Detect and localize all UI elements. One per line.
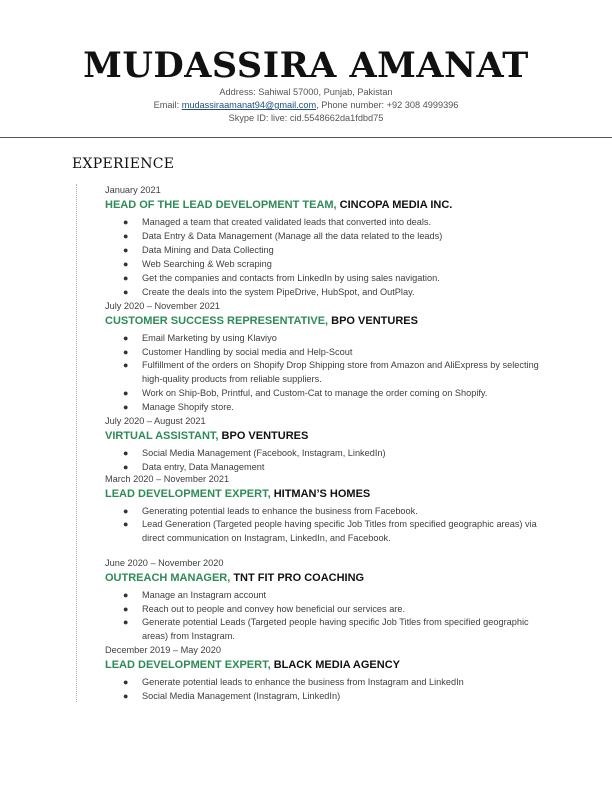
bullet-icon: ● [123, 604, 129, 614]
duty-list [105, 588, 545, 643]
duty-item: ● Managed a team that created validated leads that converted into deals. [123, 217, 432, 227]
bullet-icon: ● [123, 273, 129, 283]
job-company: CINCOPA MEDIA INC. [336, 199, 453, 211]
duty-list [105, 331, 545, 414]
job-entry [105, 557, 545, 643]
job-role: OUTREACH MANAGER, [105, 572, 231, 584]
job-date: June 2020 – November 2020 [105, 558, 224, 568]
duty-item: ● Lead Generation (Targeted people having specific Job Titles from specified geographic areas) via direct communication on Instagram, LinkedIn, and Facebook. [123, 519, 537, 543]
job-title [105, 429, 545, 444]
job-title [105, 487, 545, 502]
job-date: March 2020 – November 2021 [105, 474, 230, 484]
address-line: Address: Sahiwal 57000, Punjab, Pakistan [219, 87, 393, 97]
job-role: HEAD OF THE LEAD DEVELOPMENT TEAM, [105, 199, 337, 211]
timeline-line [76, 184, 77, 702]
duty-item: ● Fulfillment of the orders on Shopify Drop Shipping store from Amazon and AliExpress by selecting high-quality products from reliable suppliers. [123, 360, 539, 384]
duty-item: ● Data entry, Data Management [123, 462, 265, 472]
duty-item: ● Customer Handling by social media and Help-Scout [123, 347, 353, 357]
duty-list [105, 446, 545, 474]
bullet-icon: ● [123, 677, 129, 687]
duty-item: ● Social Media Management (Instagram, LinkedIn) [123, 691, 341, 701]
job-title [105, 314, 545, 329]
header-divider [0, 137, 612, 138]
candidate-name: MUDASSIRA AMANAT [83, 45, 529, 86]
bullet-icon: ● [123, 287, 129, 297]
job-company: HITMAN’S HOMES [270, 488, 371, 500]
duty-list [105, 675, 545, 703]
duty-item: ● Social Media Management (Facebook, Instagram, LinkedIn) [123, 448, 386, 458]
job-entry [105, 300, 545, 414]
duty-item: ● Data Entry & Data Management (Manage all the data related to the leads) [123, 231, 443, 241]
duty-item: ● Get the companies and contacts from LinkedIn by using sales navigation. [123, 273, 440, 283]
resume-header [0, 46, 612, 125]
job-role: LEAD DEVELOPMENT EXPERT, [105, 488, 271, 500]
job-company: BLACK MEDIA AGENCY [270, 659, 400, 671]
email-label: Email: [153, 100, 182, 110]
job-role: VIRTUAL ASSISTANT, [105, 430, 219, 442]
job-date: January 2021 [105, 185, 161, 195]
email-link[interactable]: mudassiraamanat94@gmail.com [181, 100, 317, 110]
bullet-icon: ● [123, 617, 129, 627]
bullet-icon: ● [123, 506, 129, 516]
job-role: CUSTOMER SUCCESS REPRESENTATIVE, [105, 315, 329, 327]
job-entry [105, 184, 545, 299]
duty-list [105, 215, 545, 299]
bullet-icon: ● [123, 519, 129, 529]
job-company: BPO VENTURES [328, 315, 418, 327]
duty-list [105, 504, 545, 545]
duty-item: ● Work on Ship-Bob, Printful, and Custom-Cat to manage the order coming on Shopify. [123, 388, 488, 398]
job-company: TNT FIT PRO COACHING [230, 572, 365, 584]
job-entry [105, 644, 545, 703]
duty-item: ● Generate potential Leads (Targeted people having specific Job Titles from specified geographic areas) from Instagram. [123, 617, 529, 641]
experience-heading: EXPERIENCE [72, 156, 175, 172]
duty-item: ● Create the deals into the system PipeDrive, HubSpot, and OutPlay. [123, 287, 415, 297]
email-phone-line [0, 99, 612, 112]
job-entry [105, 473, 545, 545]
duty-item: ● Generating potential leads to enhance the business from Facebook. [123, 506, 418, 516]
bullet-icon: ● [123, 448, 129, 458]
job-title [105, 571, 545, 586]
bullet-icon: ● [123, 388, 129, 398]
job-role: LEAD DEVELOPMENT EXPERT, [105, 659, 271, 671]
duty-item: ● Email Marketing by using Klaviyo [123, 333, 277, 343]
bullet-icon: ● [123, 360, 129, 370]
bullet-icon: ● [123, 462, 129, 472]
job-title [105, 198, 545, 213]
duty-item: ● Manage an Instagram account [123, 590, 267, 600]
skype-line: Skype ID: live: cid.5548662da1fdbd75 [228, 113, 384, 123]
bullet-icon: ● [123, 217, 129, 227]
bullet-icon: ● [123, 259, 129, 269]
job-company: BPO VENTURES [218, 430, 309, 442]
bullet-icon: ● [123, 347, 129, 357]
duty-item: ● Manage Shopify store. [123, 402, 234, 412]
job-title [105, 658, 545, 673]
bullet-icon: ● [123, 333, 129, 343]
duty-item: ● Reach out to people and convey how beneficial our services are. [123, 604, 406, 614]
bullet-icon: ● [123, 245, 129, 255]
duty-item: ● Generate potential leads to enhance the business from Instagram and LinkedIn [123, 677, 464, 687]
job-date: December 2019 – May 2020 [105, 645, 221, 655]
bullet-icon: ● [123, 402, 129, 412]
job-date: July 2020 – August 2021 [105, 416, 206, 426]
bullet-icon: ● [123, 691, 129, 701]
phone-text: , Phone number: +92 308 4999396 [316, 100, 459, 110]
duty-item: ● Data Mining and Data Collecting [123, 245, 274, 255]
duty-item: ● Web Searching & Web scraping [123, 259, 272, 269]
bullet-icon: ● [123, 590, 129, 600]
bullet-icon: ● [123, 231, 129, 241]
job-date: July 2020 – November 2021 [105, 301, 220, 311]
job-entry [105, 415, 545, 474]
